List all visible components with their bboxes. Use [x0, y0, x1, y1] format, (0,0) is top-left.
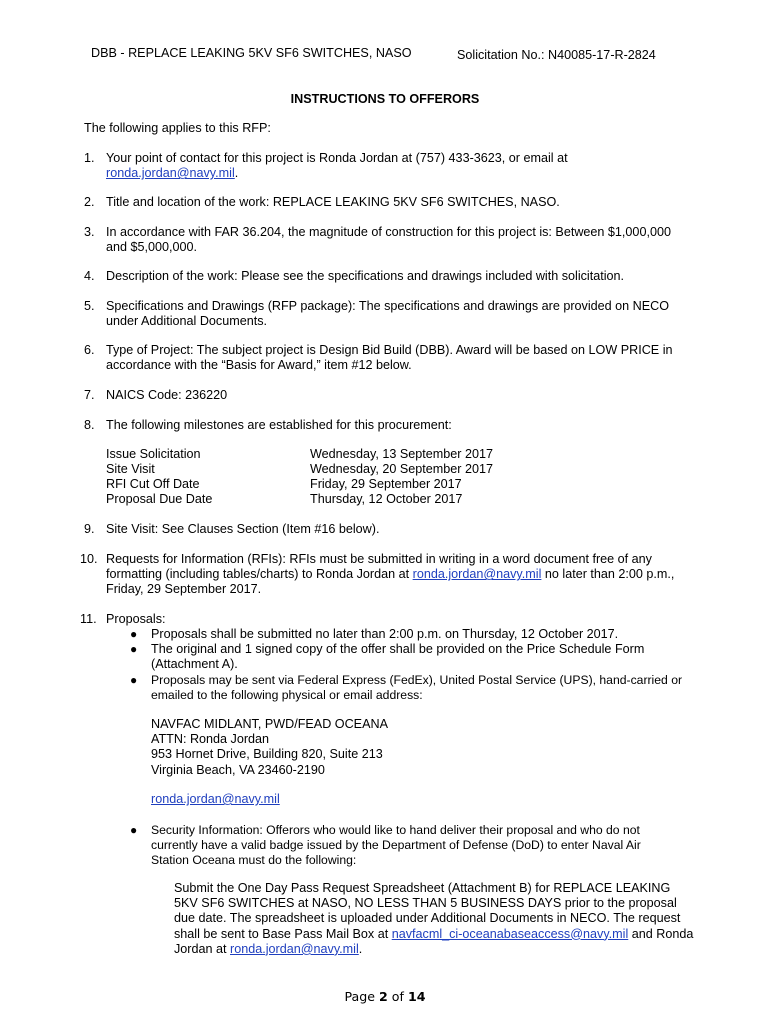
mailing-address [151, 717, 551, 778]
item-number: 10. [80, 552, 98, 566]
email-link[interactable]: ronda.jordan@navy.mil [151, 792, 280, 806]
email-link[interactable]: ronda.jordan@navy.mil [412, 567, 542, 582]
bullet-text [151, 823, 696, 869]
milestones-table [0, 447, 770, 511]
bullet-line: currently have a valid badge issued by the Department of Defense (DoD) to enter Naval Air [151, 838, 641, 853]
item-number: 4. [84, 269, 95, 283]
item-number: 8. [84, 418, 95, 432]
item-text [106, 299, 696, 329]
milestone-label: Site Visit [106, 462, 155, 476]
pass-line: shall be sent to Base Pass Mail Box at [174, 926, 392, 941]
item-line: under Additional Documents. [106, 314, 268, 329]
bullet-line: (Attachment A). [151, 657, 238, 672]
item-line: Your point of contact for this project is Ronda Jordan at (757) 433-3623, or email at [106, 151, 568, 165]
item-number: 11. [80, 612, 97, 626]
address-line: 953 Hornet Drive, Building 820, Suite 213 [151, 747, 383, 762]
item-line: and $5,000,000. [106, 240, 198, 255]
current-page-number: 2 [379, 989, 388, 1004]
address-line: Virginia Beach, VA 23460-2190 [151, 762, 325, 777]
item-number: 9. [84, 522, 95, 536]
milestone-label: Issue Solicitation [106, 447, 201, 461]
item-line: formatting (including tables/charts) to Ronda Jordan at [106, 567, 413, 582]
page-number-footer [0, 989, 770, 1004]
address-line: ATTN: Ronda Jordan [151, 732, 270, 747]
milestone-label: RFI Cut Off Date [106, 477, 200, 491]
item-number: 1. [84, 151, 95, 165]
intro-text: The following applies to this RFP: [84, 121, 271, 135]
email-link[interactable]: ronda.jordan@navy.mil [106, 166, 235, 181]
pass-line: 5KV SF6 SWITCHES at NASO, NO LESS THAN 5 BUSINESS DAYS prior to the proposal [174, 896, 677, 911]
bullet-icon: ● [130, 823, 138, 837]
footer-of: of [387, 989, 408, 1004]
item-number: 7. [84, 388, 95, 402]
bullet-text [151, 642, 696, 672]
item-text: Site Visit: See Clauses Section (Item #16 below). [106, 522, 380, 536]
item-text [106, 343, 696, 373]
bullet-icon: ● [130, 627, 138, 641]
item-line: Requests for Information (RFIs): RFIs must be submitted in writing in a word document free of any [106, 552, 652, 566]
item-text: Description of the work: Please see the specifications and drawings included with solicitation. [106, 269, 625, 283]
item-text: Proposals: [106, 612, 166, 626]
item-number: 3. [84, 225, 95, 239]
item-line: accordance with the “Basis for Award,” item #12 below. [106, 358, 412, 373]
item-line: Friday, 29 September 2017. [106, 582, 262, 597]
bullet-line: Security Information: Offerors who would like to hand deliver their proposal and who do not [151, 823, 640, 837]
base-pass-email-link[interactable]: navfacml_ci-oceanabaseaccess@navy.mil [391, 926, 629, 941]
bullet-icon: ● [130, 642, 138, 656]
milestone-date: Thursday, 12 October 2017 [310, 492, 463, 506]
item-text [106, 151, 696, 181]
milestone-label: Proposal Due Date [106, 492, 213, 506]
bullet-line: Proposals may be sent via Federal Express (FedEx), United Postal Service (UPS), hand-carried or [151, 673, 683, 687]
item-line: Type of Project: The subject project is Design Bid Build (DBB). Award will be based on LOW PRICE in [106, 343, 673, 357]
item-text: The following milestones are established for this procurement: [106, 418, 452, 432]
item-text: Title and location of the work: REPLACE LEAKING 5KV SF6 SWITCHES, NASO. [106, 195, 560, 209]
email-link[interactable]: ronda.jordan@navy.mil [230, 941, 359, 956]
item-text [106, 225, 696, 255]
milestone-date: Friday, 29 September 2017 [310, 477, 462, 491]
pass-line: due date. The spreadsheet is uploaded under Additional Documents in NECO. The request [174, 911, 681, 926]
header-project-title: DBB - REPLACE LEAKING 5KV SF6 SWITCHES, NASO [91, 46, 412, 60]
milestone-date: Wednesday, 20 September 2017 [310, 462, 493, 476]
pass-line: and Ronda [628, 926, 694, 941]
bullet-text: Proposals shall be submitted no later than 2:00 p.m. on Thursday, 12 October 2017. [151, 627, 619, 641]
header-solicitation-number: Solicitation No.: N40085-17-R-2824 [457, 48, 656, 62]
item-line: In accordance with FAR 36.204, the magnitude of construction for this project is: Between $1,000,000 [106, 225, 671, 239]
pass-line: Submit the One Day Pass Request Spreadsheet (Attachment B) for REPLACE LEAKING [174, 881, 671, 895]
total-pages-number: 14 [407, 989, 426, 1004]
pass-line: Jordan at [174, 941, 231, 956]
bullet-text [151, 673, 696, 703]
bullet-line: emailed to the following physical or email address: [151, 688, 423, 703]
pass-line: . [358, 941, 363, 956]
item-text: NAICS Code: 236220 [106, 388, 228, 402]
bullet-line: Station Oceana must do the following: [151, 853, 357, 868]
item-number: 6. [84, 343, 95, 357]
bullet-icon: ● [130, 673, 138, 687]
item-number: 2. [84, 195, 95, 209]
item-number: 5. [84, 299, 95, 313]
item-line: Specifications and Drawings (RFP package): The specifications and drawings are provided on NECO [106, 299, 670, 313]
page-title: INSTRUCTIONS TO OFFERORS [290, 92, 480, 106]
item-line: no later than 2:00 p.m., [541, 567, 675, 582]
address-line: NAVFAC MIDLANT, PWD/FEAD OCEANA [151, 717, 388, 731]
item-text [106, 552, 696, 598]
footer-prefix: Page [344, 989, 380, 1004]
bullet-line: The original and 1 signed copy of the offer shall be provided on the Price Schedule Form [151, 642, 645, 656]
day-pass-instructions [174, 881, 714, 957]
milestone-date: Wednesday, 13 September 2017 [310, 447, 493, 461]
item-punctuation: . [234, 166, 239, 181]
